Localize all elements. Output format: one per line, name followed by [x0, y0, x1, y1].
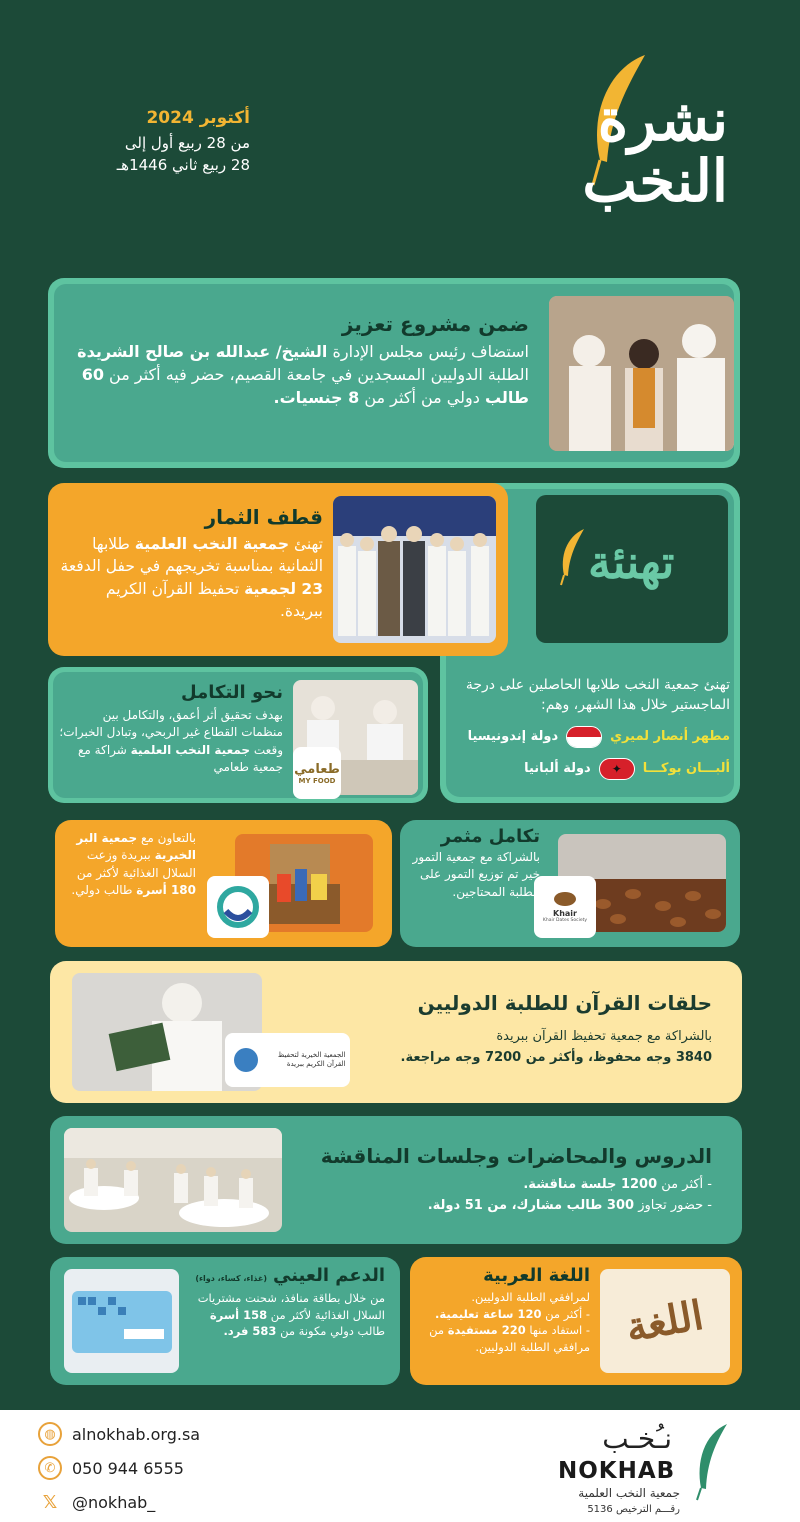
s8-c: طالب دولي مكونة من	[280, 1324, 385, 1339]
s1-a: استضاف رئيس مجلس الإدارة	[332, 342, 529, 361]
section-harvest	[48, 483, 508, 656]
person-2-name: ألبـــان بوكـــا	[642, 761, 730, 777]
congrats-person-1	[452, 726, 730, 748]
contact-list	[38, 1422, 200, 1514]
myfood-logo	[293, 747, 341, 799]
congrats-person-2	[452, 758, 730, 780]
s4-d: 180 أسرة	[136, 883, 196, 898]
section5-title: تكامل مثمر	[440, 826, 540, 847]
section7-item2	[292, 1197, 712, 1216]
section1-title: ضمن مشروع تعزيز	[341, 312, 529, 336]
s2-c: طلابها الثمانية بمناسبة تخريجهم في حفل الدفعة	[60, 535, 323, 576]
section8-heading	[185, 1265, 385, 1286]
s9-2b: 220 مستفيدة	[447, 1323, 526, 1338]
s9-1a: - أكثر من	[545, 1306, 590, 1321]
range-line-2: 28 ربيع ثاني 1446هـ	[116, 156, 250, 174]
s3-c: شراكة مع جمعية طعامي	[78, 742, 283, 775]
title-line-2: النخب	[582, 146, 728, 215]
section9-line1: لمرافقي الطلبة الدوليين.	[471, 1290, 590, 1304]
section-dates	[400, 820, 740, 947]
person-1-country: دولة إندونيسيا	[467, 729, 559, 745]
section5-text	[408, 826, 540, 901]
section1-text	[59, 312, 529, 410]
section4-text	[66, 830, 196, 900]
s9-2a: - استفاد منها	[529, 1323, 590, 1338]
s8-b: 158 أسرة	[209, 1307, 268, 1322]
congrats-title-box	[536, 495, 728, 643]
calligraphy-art: اللغة	[622, 1291, 708, 1351]
s1-d: 60 طالب	[81, 365, 529, 408]
section3-text	[58, 682, 283, 777]
section6-text	[332, 991, 712, 1065]
section9-title: اللغة العربية	[483, 1265, 590, 1286]
section2-body	[58, 533, 323, 623]
s7-1b: 1200 جلسة مناقشة.	[523, 1177, 658, 1192]
s6-a: 3840 وجه محفوظ، وأكثر من	[525, 1050, 712, 1065]
s8-a: من خلال بطاقة منافذ، شحنت مشتريات السلال الغذائية لأكثر من	[197, 1291, 385, 1322]
section6-line1: بالشراكة مع جمعية تحفيظ القرآن ببريدة	[496, 1029, 712, 1044]
section-lessons	[50, 1116, 742, 1244]
date-block	[50, 108, 250, 174]
section-support	[50, 1257, 400, 1385]
social-text: @nokhab_	[72, 1492, 156, 1512]
s1-c: الطلبة الدوليين المسجدين في جامعة القصيم، حضر فيه أكثر من	[109, 365, 529, 385]
s1-f: 8 جنسيات.	[273, 388, 360, 408]
social-link[interactable]	[38, 1490, 200, 1514]
s7-2b: 300 طالب مشارك، من 51 دولة.	[427, 1197, 635, 1213]
birr-logo	[207, 876, 269, 938]
s9-2c: من مرافقي الطلبة الدوليين.	[429, 1323, 590, 1355]
person-2-country: دولة ألبانيا	[524, 761, 591, 777]
manafith-card	[64, 1269, 179, 1373]
albania-flag-icon: ✦	[599, 758, 635, 780]
section7-title: الدروس والمحاضرات وجلسات المناقشة	[320, 1144, 712, 1168]
section3-title: نحو التكامل	[181, 682, 283, 703]
s4-c: ببريدة وزعت السلال الغذائية لأكثر من	[76, 848, 196, 880]
website-text: alnokhab.org.sa	[72, 1424, 201, 1444]
khair-logo	[534, 876, 596, 938]
brand-feather-icon	[692, 1422, 732, 1502]
section9-text	[420, 1265, 590, 1356]
section8-subtitle: (غذاء، كساء، دواء)	[195, 1274, 267, 1283]
s3-b: جمعية النخب العلمية	[130, 742, 251, 757]
s6-b: 7200 وجه مراجعة.	[400, 1050, 522, 1065]
s2-b: جمعية النخب العلمية	[134, 535, 289, 553]
s4-b: جمعية البر الخيرية	[76, 831, 196, 863]
congrats-body	[452, 675, 730, 780]
khair-logo-sub: Khair Dates Society	[542, 917, 588, 923]
website-link[interactable]	[38, 1422, 200, 1446]
x-icon: 𝕏	[42, 1491, 58, 1513]
section2-text	[58, 505, 323, 623]
myfood-logo-en: MY FOOD	[298, 776, 336, 785]
tahfeez-logo-text: الجمعية الخيرية لتحفيظ القرآن الكريم ببريدة	[277, 1050, 346, 1068]
feather-small-icon	[558, 527, 588, 587]
section8-title: الدعم العيني	[273, 1265, 385, 1286]
section9-item2	[420, 1322, 590, 1355]
section-quran	[50, 961, 742, 1103]
person-1-name: مطهر أنصار لميري	[610, 729, 730, 745]
arabic-calligraphy	[600, 1269, 730, 1373]
phone-link[interactable]	[38, 1456, 200, 1480]
s2-a: تهنئ	[293, 535, 323, 553]
s4-a: بالتعاون مع	[141, 831, 196, 845]
section7-item1	[292, 1176, 712, 1195]
s7-1a: - أكثر من	[661, 1177, 712, 1192]
indonesia-flag-icon	[566, 726, 602, 748]
section2-title: قطف الثمار	[204, 505, 323, 529]
section8-text	[185, 1265, 385, 1340]
section1-photo	[549, 296, 734, 451]
footer	[0, 1410, 800, 1522]
section1-body	[59, 340, 529, 410]
globe-icon: ◍	[38, 1422, 62, 1446]
phone-text: 050 944 6555	[72, 1458, 184, 1478]
title-line-1: نشرة	[597, 86, 728, 154]
s4-e: طالب دولي.	[71, 883, 133, 898]
section8-body	[185, 1290, 385, 1340]
section2-photo	[333, 496, 496, 643]
license: رقـــم الترخيص 5136	[587, 1504, 680, 1515]
section-integration	[48, 667, 428, 803]
section-birr	[55, 820, 392, 947]
section-arabic	[410, 1257, 742, 1385]
congrats-intro: تهنئ جمعية النخب طلابها الحاصلين على درجة الماجستير خلال هذا الشهر، وهم:	[465, 677, 730, 714]
congrats-title: تهنئة	[588, 535, 675, 589]
whatsapp-icon: ✆	[38, 1456, 62, 1480]
section3-body	[58, 707, 283, 777]
myfood-logo-ar: طعامي	[294, 761, 340, 777]
section7-text	[292, 1144, 712, 1216]
section6-line2	[332, 1050, 712, 1065]
s2-e: تحفيظ القرآن الكريم ببريدة.	[105, 579, 323, 621]
section7-photo	[64, 1128, 282, 1232]
section5-body: بالشراكة مع جمعية التمور خير تم توزيع التمور على الطلبة المحتاجين.	[412, 850, 540, 899]
newsletter-title	[548, 86, 728, 215]
section6-title: حلقات القرآن للطلبة الدوليين	[417, 991, 712, 1015]
s1-e: دولي من أكثر من	[364, 388, 480, 408]
month: أكتوبر 2024	[146, 108, 250, 128]
brand-ar: نـُخـب	[602, 1422, 672, 1455]
section9-item1	[420, 1306, 590, 1323]
book-icon	[234, 1048, 258, 1072]
brand-en: NOKHAB	[558, 1458, 676, 1484]
s1-b: الشيخ/ عبدالله بن صالح الشريدة	[77, 342, 328, 361]
s8-d: 583 فرد.	[223, 1324, 277, 1339]
s3-a: بهدف تحقيق أثر أعمق، والتكامل بين منظمات القطاع غير الربحي، وتبادل الخبرات؛ وقعت	[59, 708, 283, 757]
khair-logo-en: Khair	[553, 908, 577, 918]
brand-sub: جمعية النخب العلمية	[578, 1486, 680, 1500]
range-line-1: من 28 ربيع أول إلى	[124, 134, 250, 152]
section4-body	[66, 830, 196, 900]
brand-logo	[552, 1418, 742, 1518]
s2-d: 23 لجمعية	[244, 579, 323, 598]
s9-1b: 120 ساعة تعليمية.	[435, 1306, 542, 1321]
header	[0, 0, 800, 270]
section-tazeez	[48, 278, 740, 468]
date-icon	[554, 892, 576, 906]
s7-2a: - حضور تجاوز	[638, 1197, 712, 1213]
